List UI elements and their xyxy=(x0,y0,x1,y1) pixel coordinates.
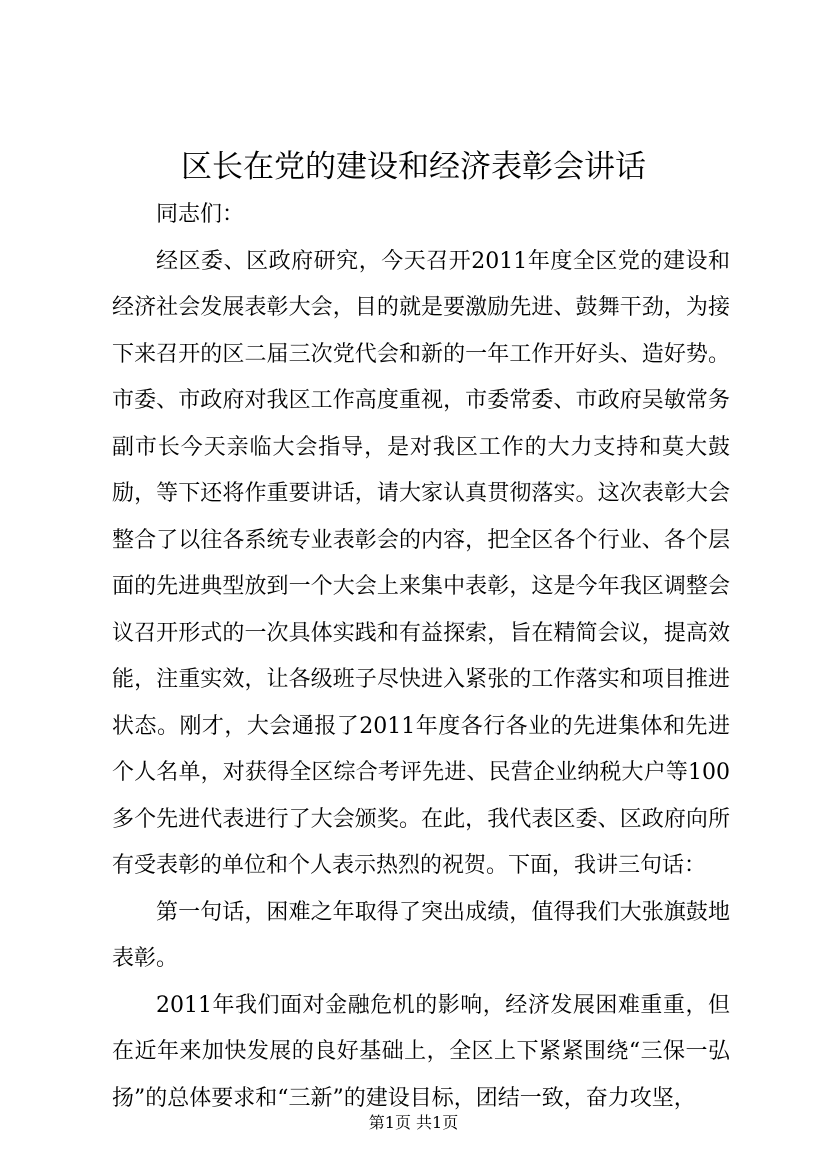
paragraph-intro: 经区委、区政府研究，今天召开2011年度全区党的建设和经济社会发展表彰大会，目的就是要激励先进、鼓舞干劲，为接下来召开的区二届三次党代会和新的一年工作开好头、造好势。市委、市政府对我区工作高度重视，市委常委、市政府吴敏常务副市长今天亲临大会指导，是对我区工作的大力支持和莫大鼓励，等下还将作重要讲话，请大家认真贯彻落实。这次表彰大会整合了以往各系统专业表彰会的内容，把全区各个行业、各个层面的先进典型放到一个大会上来集中表彰，这是今年我区调整会议召开形式的一次具体实践和有益探索，旨在精简会议，提高效能，注重实效，让各级班子尽快进入紧张的工作落实和项目推进状态。刚才，大会通报了2011年度各行各业的先进集体和先进个人名单，对获得全区综合考评先进、民营企业纳税大户等100多个先进代表进行了大会颁奖。在此，我代表区委、区政府向所有受表彰的单位和个人表示热烈的祝贺。下面，我讲三句话： xyxy=(112,248,730,878)
salutation: 同志们： xyxy=(156,202,245,227)
paragraph-first-point: 第一句话，困难之年取得了突出成绩，值得我们大张旗鼓地表彰。 xyxy=(112,899,730,971)
page-footer: 第1页 共1页 xyxy=(368,1113,459,1132)
paragraph-2011-review: 2011年我们面对金融危机的影响，经济发展困难重重，但在近年来加快发展的良好基础上，全区上下紧紧围绕“三保一弘扬”的总体要求和“三新”的建设目标，团结一致，奋力攻坚， xyxy=(112,992,730,1111)
document-body xyxy=(112,192,730,1122)
document-title: 区长在党的建设和经济表彰会讲话 xyxy=(181,149,646,185)
